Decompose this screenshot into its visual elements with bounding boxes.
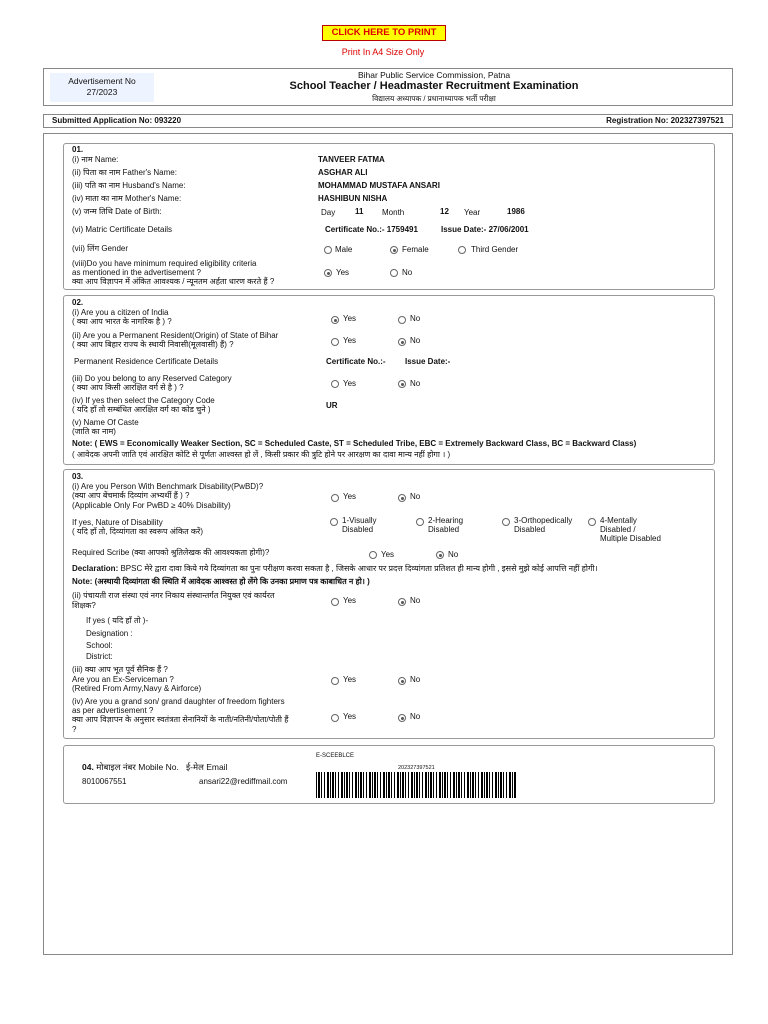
advertisement-box (50, 73, 154, 102)
day-label: Day (321, 208, 336, 217)
father-label: (ii) पिता का नाम Father's Name: (72, 168, 177, 177)
section-number: 02. (72, 298, 84, 307)
father-value: ASGHAR ALI (318, 168, 368, 177)
gender-female-label: Female (402, 245, 429, 254)
hearing-disabled-label: 2-Hearing (428, 516, 464, 525)
print-button[interactable]: CLICK HERE TO PRINT (322, 25, 446, 41)
year-label: Year (464, 208, 481, 217)
barcode-number: 202327397521 (398, 765, 435, 771)
gender-male-label: Male (335, 245, 353, 254)
category-note: Note: ( EWS = Economically Weaker Section, SC = Scheduled Caste, ST = Scheduled Tribe, EBC = Extremely Backward Class, BC = Backward Class) (72, 439, 637, 448)
visually-disabled-radio[interactable] (330, 518, 338, 526)
org-name: Bihar Public Service Commission, Patna (357, 70, 511, 80)
ortho-disabled-label-2: Disabled (514, 525, 546, 534)
gender-third-label: Third Gender (471, 245, 519, 254)
freedom-fighter-question-end: ? (72, 725, 77, 734)
month-value: 12 (440, 207, 449, 216)
pwbd-yes-radio[interactable] (331, 494, 339, 502)
gender-label: (vii) लिंग Gender (72, 244, 129, 253)
matric-issue-date: Issue Date:- 27/06/2001 (441, 225, 529, 234)
day-value: 11 (355, 207, 364, 216)
scribe-no-label: No (448, 550, 459, 559)
mental-disabled-label-2: Disabled / (600, 525, 636, 534)
matric-certificate: Certificate No.:- 1759491 (325, 225, 418, 234)
barcode (316, 772, 516, 798)
section-number: 03. (72, 472, 84, 481)
gender-male-radio[interactable] (324, 246, 332, 254)
mother-label: (iv) माता का नाम Mother's Name: (72, 194, 182, 203)
email-value: ansari22@rediffmail.com (199, 777, 288, 786)
panchayat-no-radio[interactable] (398, 598, 406, 606)
ex-serviceman-yes-radio[interactable] (331, 677, 339, 685)
matric-label: (vi) Matric Certificate Details (72, 225, 173, 234)
prc-issue-date: Issue Date:- (405, 357, 451, 366)
scribe-no-radio[interactable] (436, 551, 444, 559)
eligibility-no-radio[interactable] (390, 269, 398, 277)
citizen-yes-label: Yes (343, 314, 357, 323)
reserved-yes-label: Yes (343, 379, 357, 388)
school-label: School: (86, 641, 113, 650)
registration-no: Registration No: 202327397521 (606, 116, 724, 125)
husband-label: (iii) पति का नाम Husband's Name: (72, 181, 186, 190)
resident-yes-radio[interactable] (331, 338, 339, 346)
eligibility-yes-label: Yes (336, 268, 350, 277)
resident-question: (ii) Are you a Permanent Resident(Origin) of State of Bihar (72, 331, 279, 340)
ex-serviceman-no-label: No (410, 675, 421, 684)
gender-female-radio[interactable] (390, 246, 398, 254)
category-value: UR (326, 401, 338, 410)
nature-label: If yes, Nature of Disability (72, 518, 163, 527)
application-meta (43, 114, 733, 128)
citizen-question: (i) Are you a citizen of India (72, 308, 169, 317)
page-title: School Teacher / Headmaster Recruitment Examination (289, 80, 579, 92)
freedom-fighter-no-label: No (410, 712, 421, 721)
ex-serviceman-note: (Retired From Army,Navy & Airforce) (72, 684, 202, 693)
scribe-yes-radio[interactable] (369, 551, 377, 559)
reserved-no-label: No (410, 379, 421, 388)
eligibility-yes-radio[interactable] (324, 269, 332, 277)
mother-value: HASHIBUN NISHA (318, 194, 388, 203)
eligibility-question: (viii)Do you have minimum required eligibility criteria (72, 259, 257, 268)
mobile-value: 8010067551 (82, 777, 127, 786)
eligibility-no-label: No (402, 268, 413, 277)
ex-serviceman-no-radio[interactable] (398, 677, 406, 685)
mobile-label: मोबाइल नंबर Mobile No. (96, 762, 179, 772)
freedom-fighter-yes-label: Yes (343, 712, 357, 721)
scribe-yes-label: Yes (381, 550, 395, 559)
nature-label-hindi: ( यदि हाँ तो, दिव्यांगता का स्वरूप अंकित करें) (72, 527, 203, 536)
ex-serviceman-question: Are you an Ex-Serviceman ? (72, 675, 174, 684)
citizen-yes-radio[interactable] (331, 316, 339, 324)
reserved-yes-radio[interactable] (331, 380, 339, 388)
panchayat-no-label: No (410, 596, 421, 605)
hearing-disabled-label-2: Disabled (428, 525, 460, 534)
reserved-question: (iii) Do you belong to any Reserved Category (72, 374, 232, 383)
scribe-question: Required Scribe (क्या आपको श्रुतिलेखक की आवश्यकता होगी)? (72, 548, 270, 557)
resident-no-label: No (410, 336, 421, 345)
resident-no-radio[interactable] (398, 338, 406, 346)
visually-disabled-label-2: Disabled (342, 525, 374, 534)
freedom-fighter-yes-radio[interactable] (331, 714, 339, 722)
resident-question-hindi: ( क्या आप बिहार राज्य के स्थायी निवासी(मूलवासी) हैं) ? (72, 340, 234, 349)
temporary-disability-note: Note: (अस्थायी दिव्यांगता की स्थिति में आवेदक आश्वस्त हो लेंगे कि उनका प्रमाण पत्र काबाधित न हो। ) (72, 577, 370, 586)
mental-disabled-label: 4-Mentally (600, 516, 637, 525)
year-value: 1986 (507, 207, 525, 216)
freedom-fighter-question: (iv) Are you a grand son/ grand daughter of freedom fighters (72, 697, 285, 706)
panchayat-question-2: शिक्षक? (72, 601, 96, 610)
email-label: ई-मेल Email (185, 762, 228, 772)
resident-yes-label: Yes (343, 336, 357, 345)
pwbd-no-radio[interactable] (398, 494, 406, 502)
freedom-fighter-question-2: as per advertisement ? (72, 706, 154, 715)
citizen-no-label: No (410, 314, 421, 323)
caste-label-hindi: (जाति का नाम) (72, 427, 116, 436)
name-value: TANVEER FATMA (318, 155, 385, 164)
category-question-hindi: ( यदि हाँ तो सम्बंधित आरक्षित वर्ग का कोड चुने ) (72, 405, 211, 414)
panchayat-yes-label: Yes (343, 596, 357, 605)
barcode-caption: E-SCEEBLCE (316, 753, 355, 759)
category-note-hindi: ( आवेदक अपनी जाति एवं आरक्षित कोटि से पूर्णतः आश्वस्त हो लें , किसी प्रकार की त्रुटि होने पर आरक्षण का दावा मान्य नहीं होगा । ) (72, 450, 451, 459)
gender-third-radio[interactable] (458, 246, 466, 254)
ortho-disabled-radio[interactable] (502, 518, 510, 526)
prc-label: Permanent Residence Certificate Details (74, 357, 219, 366)
ortho-disabled-label: 3-Orthopedically (514, 516, 573, 525)
district-label: District: (86, 652, 113, 661)
prc-certificate: Certificate No.:- (326, 357, 386, 366)
mental-disabled-radio[interactable] (588, 518, 596, 526)
reserved-question-hindi: ( क्या आप किसी आरक्षित वर्ग से है ) ? (72, 383, 184, 392)
header-box (43, 68, 733, 106)
pwbd-question: (i) Are you Person With Benchmark Disability(PwBD)? (72, 482, 264, 491)
citizen-question-hindi: ( क्या आप भारत के नागरिक है ) ? (72, 317, 172, 326)
designation-label: Designation : (86, 629, 133, 638)
pwbd-applicable-note: (Applicable Only For PwBD ≥ 40% Disability) (72, 501, 231, 510)
pwbd-no-label: No (410, 492, 421, 501)
section-number: 01. (72, 145, 84, 154)
declaration (72, 564, 598, 573)
section-number: 04. (82, 762, 94, 772)
visually-disabled-label: 1-Visually (342, 516, 377, 525)
husband-value: MOHAMMAD MUSTAFA ANSARI (318, 181, 440, 190)
hearing-disabled-radio[interactable] (416, 518, 424, 526)
mental-disabled-label-3: Multiple Disabled (600, 534, 661, 543)
pwbd-yes-label: Yes (343, 492, 357, 501)
dob-label: (v) जन्म तिथि Date of Birth: (72, 207, 162, 216)
adv-label: Advertisement No (68, 76, 136, 86)
hindi-title: विद्यालय अध्यापक / प्रधानाध्यापक भर्ती परीक्षा (372, 94, 496, 103)
ex-serviceman-yes-label: Yes (343, 675, 357, 684)
category-question: (iv) If yes then select the Category Code (72, 396, 215, 405)
name-label: (i) नाम Name: (72, 155, 119, 164)
panchayat-yes-radio[interactable] (331, 598, 339, 606)
freedom-fighter-no-radio[interactable] (398, 714, 406, 722)
freedom-fighter-question-hindi: क्या आप विज्ञापन के अनुसार स्वतंत्रता सेनानियों के नाती/नतिनी/पोता/पोती हैं (72, 715, 289, 724)
submitted-application-no: Submitted Application No: 093220 (52, 116, 182, 125)
eligibility-question-hindi: क्या आप विज्ञापन में अंकित आवश्यक / न्यूनतम अर्हता धारण करते हैं ? (72, 277, 275, 286)
reserved-no-radio[interactable] (398, 380, 406, 388)
month-label: Month (382, 208, 405, 217)
panchayat-question: (ii) पंचायती राज संस्था एवं नगर निकाय संस्थान्तर्गत नियुक्त एवं कार्यरत (72, 591, 275, 600)
if-yes-label: If yes ( यदि हाँ तो )- (86, 616, 149, 625)
contact-labels (82, 763, 227, 772)
ex-serviceman-question-hindi: (iii) क्या आप भूत पूर्व सैनिक हैं ? (72, 665, 168, 674)
citizen-no-radio[interactable] (398, 316, 406, 324)
declaration-text: BPSC मेरे द्वारा दावा किये गये दिव्यांगता का पुनः परीक्षण करवा सकता है , जिसके आधार पर प्रदत्त दिव्यांगता प्रतिशत ही मान्य होगी , इससे मुझे कोई आपत्ति नहीं होगी। (118, 564, 598, 573)
declaration-heading: Declaration: (72, 564, 119, 573)
caste-label: (v) Name Of Caste (72, 418, 139, 427)
print-note: Print In A4 Size Only (341, 47, 425, 57)
pwbd-question-hindi: (क्या आप बेंचमार्क दिव्यांग अभ्यर्थी हैं ) ? (72, 491, 190, 500)
adv-number: 27/2023 (86, 87, 118, 97)
eligibility-question-2: as mentioned in the advertisement ? (72, 268, 201, 277)
